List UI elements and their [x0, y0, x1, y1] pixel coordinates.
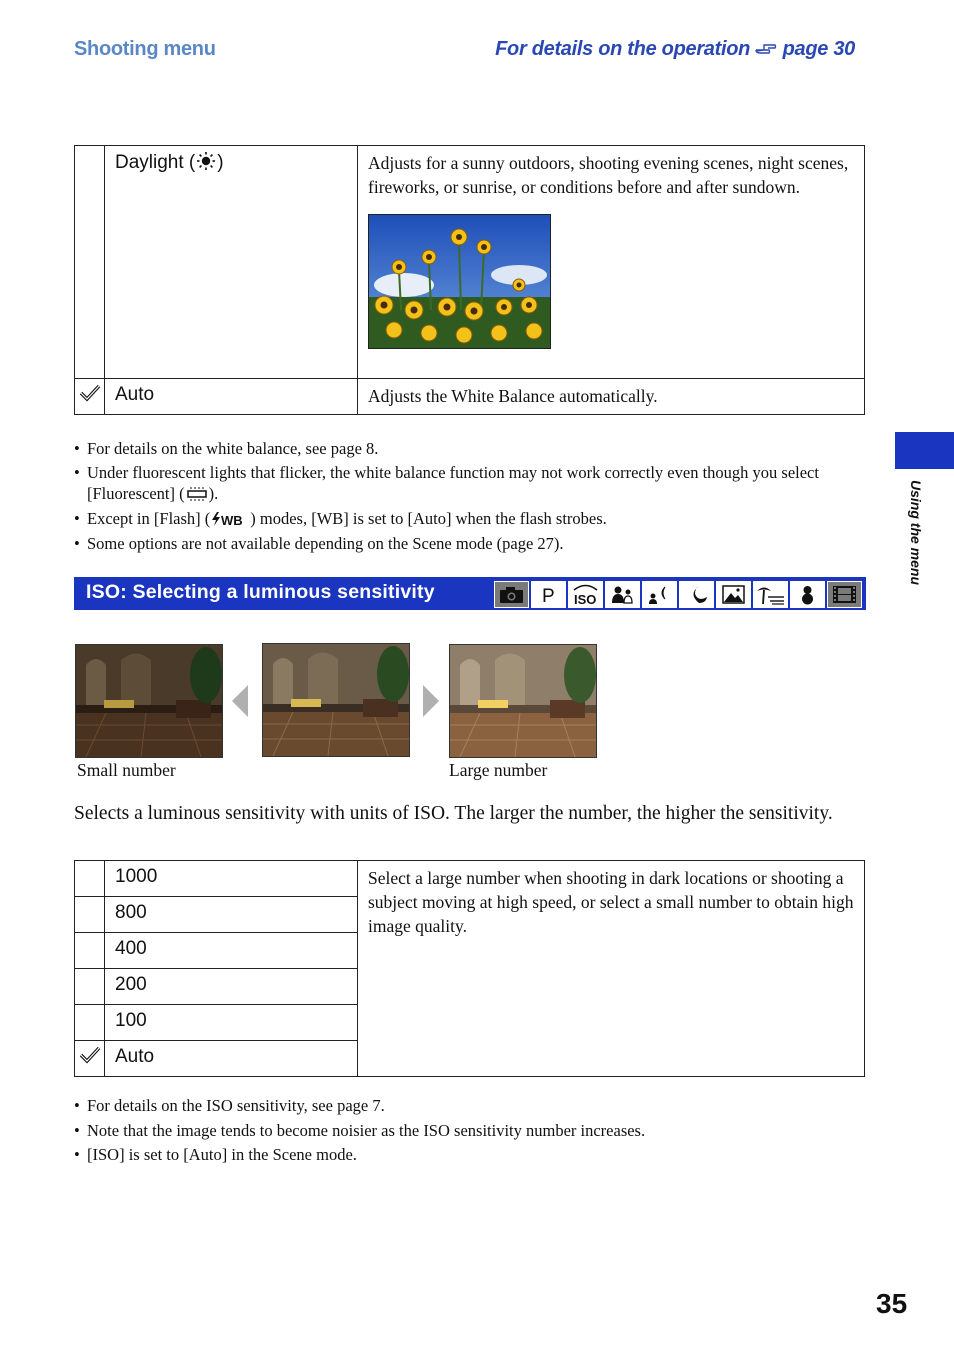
fluorescent-icon [185, 484, 209, 503]
list-item: • Note that the image tends to become noisier as the ISO sensitivity number increases. [74, 1121, 646, 1140]
option-label: 1000 [105, 861, 358, 897]
svg-text:ISO: ISO [574, 592, 597, 607]
option-label: 800 [105, 897, 358, 933]
option-label: Auto [105, 1041, 358, 1077]
auto-camera-icon [494, 581, 529, 608]
program-p-icon [531, 581, 566, 608]
table-row [75, 146, 865, 379]
iso-intro-paragraph: Selects a luminous sensitivity with units of ISO. The larger the number, the higher the sensitivity. [74, 803, 833, 824]
soft-snap-icon [605, 581, 640, 608]
iso-table [74, 860, 865, 1077]
side-chapter-tab [895, 432, 954, 469]
option-label: 200 [105, 969, 358, 1005]
check-cell [75, 146, 105, 379]
medium-iso-sample-photo [262, 643, 410, 757]
list-item: • For details on the ISO sensitivity, see page 7. [74, 1096, 385, 1115]
option-description: Adjusts the White Balance automatically. [358, 379, 865, 415]
details-prefix: For details on the operation [495, 38, 751, 60]
list-item: • Some options are not available depending on the Scene mode (page 27). [74, 534, 564, 553]
table-row [75, 861, 865, 897]
increase-arrow-icon [421, 684, 441, 723]
decrease-arrow-icon [230, 684, 250, 723]
option-label: 400 [105, 933, 358, 969]
twilight-icon [679, 581, 714, 608]
check-cell [75, 969, 105, 1005]
sun-icon [195, 152, 217, 173]
details-page-link[interactable]: page 30 [782, 38, 855, 60]
high-iso-sample-photo [449, 644, 597, 758]
list-item: • Under fluorescent lights that flicker, the white balance function may not work correctly even though you select [Fluorescent] ( ). [74, 463, 819, 503]
check-cell [75, 933, 105, 969]
check-cell [75, 379, 105, 415]
movie-icon [827, 581, 862, 608]
page-number: 35 [876, 1288, 908, 1319]
list-item: • [ISO] is set to [Auto] in the Scene mode. [74, 1145, 357, 1164]
beach-icon [753, 581, 788, 608]
option-label: Auto [105, 379, 358, 415]
operation-reference [495, 38, 855, 61]
white-balance-table [74, 145, 865, 415]
option-label: 100 [105, 1005, 358, 1041]
check-cell [75, 861, 105, 897]
option-description: Adjusts for a sunny outdoors, shooting evening scenes, night scenes, fireworks, or sunrise, or conditions before and after sundown. [358, 146, 865, 379]
section-title: Shooting menu [74, 38, 216, 60]
caption-large-number: Large number [449, 760, 548, 780]
checkmark-icon [79, 383, 101, 403]
landscape-icon [716, 581, 751, 608]
sunflower-photo [368, 214, 551, 349]
caption-small-number: Small number [77, 760, 176, 780]
pointing-hand-icon [755, 38, 782, 60]
svg-text:WB: WB [221, 513, 243, 527]
list-item: • For details on the white balance, see page 8. [74, 439, 379, 458]
option-label: Daylight ( ) [105, 146, 358, 379]
option-description: Select a large number when shooting in dark locations or shooting a subject moving at high speed, or select a small number to obtain high image quality. [358, 861, 865, 1077]
high-sensitivity-iso-icon [568, 581, 603, 608]
twilight-portrait-icon [642, 581, 677, 608]
flash-wb-icon [210, 509, 250, 528]
iso-section-bar [74, 577, 866, 610]
low-iso-sample-photo [75, 644, 223, 758]
side-chapter-label: Using the menu [908, 480, 924, 586]
table-row [75, 379, 865, 415]
check-cell [75, 1005, 105, 1041]
check-cell [75, 897, 105, 933]
snow-icon [790, 581, 825, 608]
checkmark-icon [79, 1045, 101, 1065]
check-cell [75, 1041, 105, 1077]
list-item: • Except in [Flash] ( WB ) modes, [WB] is set to [Auto] when the flash strobes. [74, 509, 607, 528]
svg-text:P: P [542, 586, 555, 607]
iso-section-title: ISO: Selecting a luminous sensitivity [86, 581, 435, 603]
